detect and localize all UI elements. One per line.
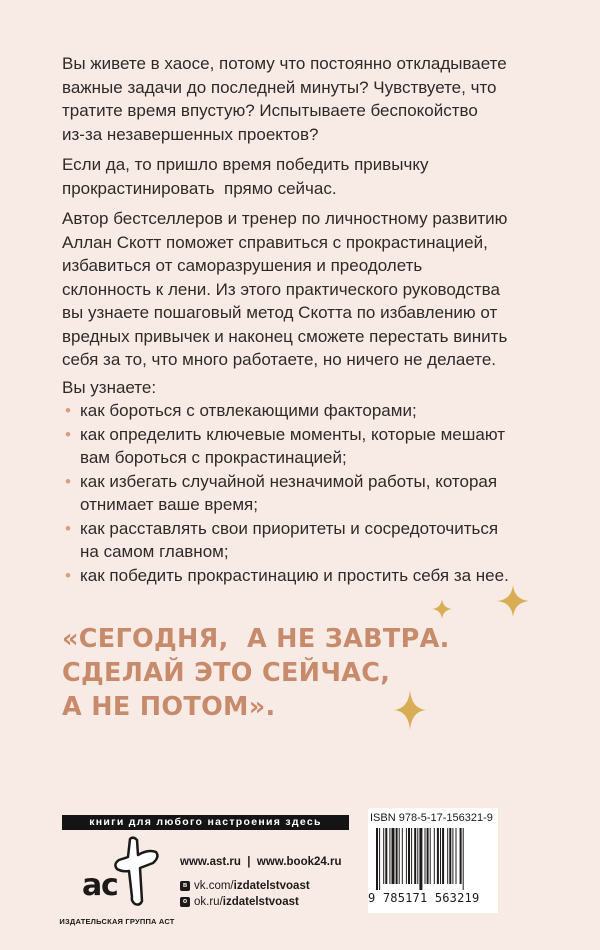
barcode-bar [452, 828, 453, 884]
line: Автор бестселлеров и тренер по личностному развитию [62, 209, 508, 228]
line: прокрастинировать прямо сейчас. [62, 178, 337, 198]
barcode-bar [389, 828, 390, 884]
paragraph-call [62, 153, 562, 200]
learn-intro: Вы узнаете: [62, 378, 157, 397]
ok-prefix: ok.ru/ [194, 896, 223, 908]
line: избавиться от саморазрушения и преодолеть [62, 256, 423, 275]
barcode-bar [430, 828, 431, 884]
barcode-bar [442, 828, 444, 884]
barcode-bar [449, 828, 451, 884]
barcode [376, 828, 492, 890]
barcode-bar [379, 828, 380, 890]
barcode-bar [408, 828, 410, 884]
list-item [62, 564, 562, 588]
barcode-bar [463, 828, 464, 890]
barcode-number: 9 785171 563219 [368, 891, 480, 905]
barcode-bar [440, 828, 441, 884]
bullet-icon: • [65, 518, 71, 538]
barcode-bar [402, 828, 403, 884]
pull-quote [62, 622, 492, 724]
learn-list [62, 399, 562, 587]
list-item-text: как избегать случайной незначимой работы, которая [80, 471, 498, 491]
barcode-bar [411, 828, 412, 884]
barcode-bar [399, 828, 400, 884]
list-item [62, 470, 562, 517]
line: вредных привычек и наконец сможете перестать винить [62, 326, 508, 346]
website-links[interactable]: www.ast.ru | www.book24.ru [180, 856, 342, 868]
bullet-icon: • [65, 424, 71, 444]
quote-line: «СЕГОДНЯ, А НЕ ЗАВТРА. [62, 624, 450, 654]
svg-text:c: c [101, 868, 119, 903]
paragraph-intro [62, 52, 562, 146]
line: тратите время впустую? Испытываете беспокойство [62, 101, 478, 120]
barcode-bar [460, 828, 462, 884]
list-item-text: как победить прокрастинацию и простить себя за нее. [80, 565, 509, 585]
bullet-icon: • [65, 471, 71, 491]
paragraph-author [62, 207, 562, 372]
vk-link[interactable] [180, 880, 310, 892]
barcode-bar [427, 828, 429, 884]
line: склонность к лени. Из этого практического руководства [62, 279, 500, 299]
isbn: ISBN 978-5-17-156321-9 [370, 812, 493, 824]
ok-handle: izdatelstvoast [222, 896, 299, 908]
line: Вы живете в хаосе, потому что постоянно откладываете [62, 54, 507, 73]
list-item [62, 399, 562, 423]
sparkle-icon [496, 584, 530, 618]
list-item-text: как бороться с отвлекающими факторами; [80, 401, 417, 420]
list-item-text: отнимает ваше время; [80, 495, 258, 514]
vk-handle: izdatelstvoast [233, 880, 310, 892]
barcode-bar [456, 828, 457, 884]
list-item-text: на самом главном; [80, 542, 229, 561]
barcode-bar [385, 828, 387, 884]
publisher-name: ИЗДАТЕЛЬСКАЯ ГРУППА АСТ [59, 917, 175, 926]
publisher-logo [80, 835, 168, 909]
barcode-bar [437, 828, 439, 884]
barcode-bar [392, 828, 395, 884]
list-item-text: как расставлять свои приоритеты и сосредоточиться [80, 518, 499, 538]
vk-icon: в [180, 881, 190, 891]
bullet-icon: • [65, 565, 71, 585]
ok-link[interactable] [180, 896, 299, 908]
list-item-text: как определить ключевые моменты, которые мешают [80, 424, 506, 444]
barcode-bar [417, 828, 418, 884]
barcode-bar [376, 828, 378, 890]
barcode-bar [406, 828, 407, 884]
line: важные задачи до последней минуты? Чувствуете, что [62, 77, 497, 97]
line: из-за незавершенных проектов? [62, 124, 319, 144]
barcode-bar [447, 828, 448, 884]
odnoklassniki-icon: о [180, 897, 190, 907]
bullet-icon: • [65, 401, 71, 420]
vk-prefix: vk.com/ [194, 880, 234, 892]
barcode-bar [434, 828, 435, 884]
barcode-bar [414, 828, 416, 884]
list-item [62, 423, 562, 470]
quote-line: СДЕЛАЙ ЭТО СЕЙЧАС, [62, 658, 391, 688]
barcode-bar [383, 828, 384, 884]
line: себя за то, что много работаете, но ничего не делаете. [62, 350, 497, 369]
line: Аллан Скотт поможет справиться с прокрастинацией, [62, 232, 488, 252]
line: вы узнаете пошаговый метод Скотта по избавлению от [62, 303, 498, 322]
barcode-bar [396, 828, 398, 884]
barcode-bar [419, 828, 422, 890]
list-item-text: вам бороться с прокрастинацией; [80, 448, 347, 467]
tagline-banner: книги для любого настроения здесь [62, 815, 349, 830]
quote-line: А НЕ ПОТОМ». [62, 692, 276, 722]
svg-text:a: a [82, 868, 103, 903]
list-item [62, 517, 562, 564]
barcode-bar [425, 828, 426, 884]
sparkle-icon [431, 598, 453, 620]
line: Если да, то пришло время победить привычку [62, 155, 429, 174]
